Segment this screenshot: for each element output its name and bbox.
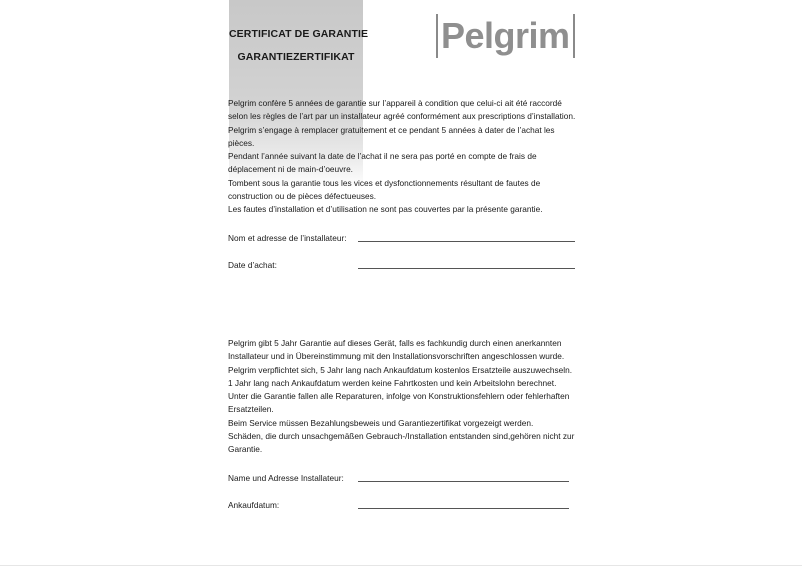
- logo-wordmark: Pelgrim: [441, 15, 570, 56]
- german-warranty-text: [228, 337, 578, 457]
- installer-label-de: Name und Adresse Installateur:: [228, 473, 344, 483]
- text-line: Pendant l’année suivant la date de l’achat il ne sera pas porté en compte de frais de: [228, 151, 537, 162]
- french-warranty-text: [228, 97, 578, 217]
- text-line: Schäden, die durch unsachgemäßen Gebrauch-/Installation entstanden sind,gehören nicht zur: [228, 431, 575, 442]
- certificate-title-fr: CERTIFICAT DE GARANTIE: [229, 28, 369, 40]
- text-line: Unter die Garantie fallen alle Reparaturen, infolge von Konstruktionsfehlern oder fehlerhaften: [228, 391, 570, 402]
- text-line: Garantie.: [228, 444, 263, 455]
- installer-field-de[interactable]: [358, 481, 569, 482]
- installer-label-fr: Nom et adresse de l’installateur:: [228, 233, 347, 243]
- text-line: Pelgrim gibt 5 Jahr Garantie auf dieses Gerät, falls es fachkundig durch einen anerkannten: [228, 338, 562, 348]
- logo-right-bar: [573, 14, 575, 58]
- date-label-fr: Date d’achat:: [228, 260, 277, 270]
- date-label-de: Ankaufdatum:: [228, 500, 280, 510]
- text-line: construction ou de pièces défectueuses.: [228, 191, 377, 202]
- text-line: Ersatzteilen.: [228, 404, 274, 415]
- pelgrim-logo: [436, 12, 575, 60]
- text-line: Pelgrim confère 5 années de garantie sur l’appareil à condition que celui-ci ait été raccordé: [228, 98, 562, 108]
- text-line: Installateur und in Übereinstimmung mit den Installationsvorschriften angeschlossen wurde.: [228, 351, 565, 362]
- text-line: Les fautes d’installation et d’utilisation ne sont pas couvertes par la présente garantie.: [228, 204, 543, 215]
- date-field-fr[interactable]: [358, 268, 575, 269]
- text-line: Tombent sous la garantie tous les vices et dysfonctionnements résultant de fautes de: [228, 177, 541, 188]
- text-line: selon les règles de l’art par un installateur agréé conformément aux prescriptions d’installation.: [228, 111, 576, 122]
- date-field-de[interactable]: [358, 508, 569, 509]
- text-line: pièces.: [228, 137, 255, 148]
- certificate-title-de: GARANTIEZERTIFIKAT: [237, 51, 355, 63]
- page-bottom-divider: [0, 565, 802, 566]
- text-line: déplacement ni de main-d’oeuvre.: [228, 164, 353, 175]
- text-line: Pelgrim s’engage à remplacer gratuitement et ce pendant 5 années à dater de l’achat les: [228, 124, 555, 135]
- text-line: 1 Jahr lang nach Ankaufdatum werden keine Fahrtkosten und kein Arbeitslohn berechnet.: [228, 377, 557, 388]
- text-line: Beim Service müssen Bezahlungsbeweis und Garantiezertifikat vorgezeigt werden.: [228, 417, 534, 428]
- text-line: Pelgrim verpflichtet sich, 5 Jahr lang nach Ankaufdatum kostenlos Ersatzteile auszuwechseln.: [228, 364, 573, 375]
- installer-field-fr[interactable]: [358, 241, 575, 242]
